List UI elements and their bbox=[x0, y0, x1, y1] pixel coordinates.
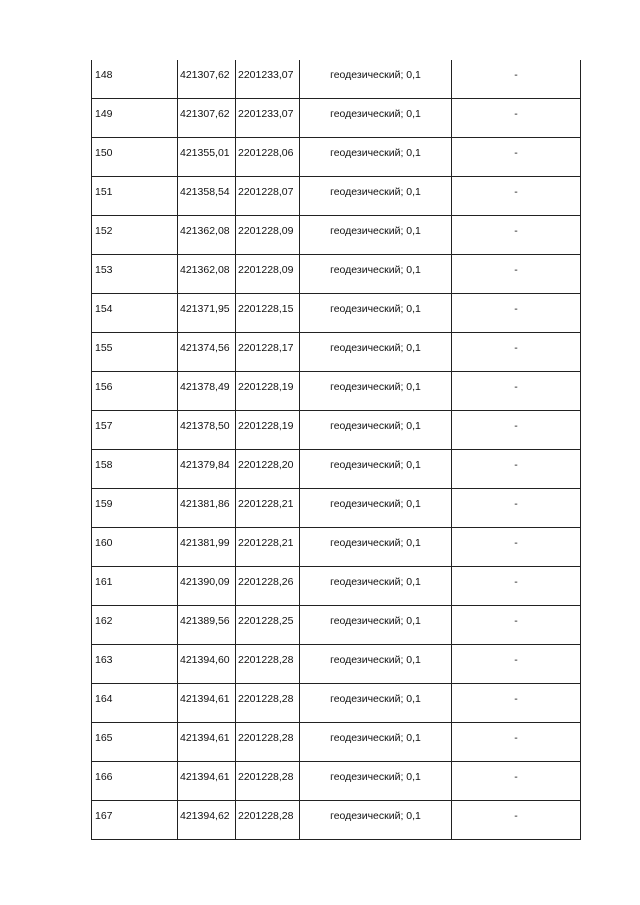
coordinate-y-cell bbox=[236, 411, 300, 450]
method-accuracy-cell bbox=[300, 801, 452, 840]
coordinate-y-cell bbox=[236, 567, 300, 606]
table-row bbox=[92, 801, 581, 840]
method-accuracy-text: геодезический; 0,1 bbox=[330, 225, 421, 237]
point-number-text: 164 bbox=[95, 693, 113, 705]
note-text: - bbox=[514, 498, 518, 510]
method-accuracy-text: геодезический; 0,1 bbox=[330, 420, 421, 432]
coordinate-y-text: 2201228,28 bbox=[238, 732, 294, 744]
point-number-cell bbox=[92, 528, 178, 567]
note-text: - bbox=[514, 69, 518, 81]
coordinate-y-cell bbox=[236, 645, 300, 684]
coordinate-y-text: 2201228,06 bbox=[238, 147, 294, 159]
coordinate-y-text: 2201228,07 bbox=[238, 186, 294, 198]
point-number-text: 163 bbox=[95, 654, 113, 666]
note-cell bbox=[452, 567, 581, 606]
coordinate-x-text: 421355,01 bbox=[180, 147, 230, 159]
point-number-cell bbox=[92, 99, 178, 138]
method-accuracy-text: геодезический; 0,1 bbox=[330, 147, 421, 159]
method-accuracy-cell bbox=[300, 606, 452, 645]
note-text: - bbox=[514, 654, 518, 666]
point-number-cell bbox=[92, 138, 178, 177]
note-cell bbox=[452, 411, 581, 450]
note-cell bbox=[452, 762, 581, 801]
note-text: - bbox=[514, 147, 518, 159]
point-number-cell bbox=[92, 801, 178, 840]
point-number-cell bbox=[92, 450, 178, 489]
point-number-cell bbox=[92, 489, 178, 528]
coordinate-x-text: 421390,09 bbox=[180, 576, 230, 588]
table-row bbox=[92, 216, 581, 255]
note-cell bbox=[452, 723, 581, 762]
method-accuracy-text: геодезический; 0,1 bbox=[330, 498, 421, 510]
method-accuracy-text: геодезический; 0,1 bbox=[330, 186, 421, 198]
method-accuracy-cell bbox=[300, 333, 452, 372]
coordinate-x-text: 421379,84 bbox=[180, 459, 230, 471]
coordinate-y-cell bbox=[236, 177, 300, 216]
point-number-text: 152 bbox=[95, 225, 113, 237]
coordinate-x-text: 421378,50 bbox=[180, 420, 230, 432]
point-number-text: 151 bbox=[95, 186, 113, 198]
coordinate-y-cell bbox=[236, 216, 300, 255]
coordinate-x-cell bbox=[178, 216, 236, 255]
coordinate-x-cell bbox=[178, 99, 236, 138]
note-cell bbox=[452, 528, 581, 567]
point-number-cell bbox=[92, 567, 178, 606]
note-cell bbox=[452, 294, 581, 333]
coordinate-x-text: 421371,95 bbox=[180, 303, 230, 315]
coordinate-x-cell bbox=[178, 723, 236, 762]
table-row bbox=[92, 333, 581, 372]
coordinate-y-text: 2201228,20 bbox=[238, 459, 294, 471]
coordinate-x-text: 421394,61 bbox=[180, 771, 230, 783]
point-number-text: 161 bbox=[95, 576, 113, 588]
point-number-text: 158 bbox=[95, 459, 113, 471]
coordinate-x-text: 421394,61 bbox=[180, 732, 230, 744]
point-number-text: 149 bbox=[95, 108, 113, 120]
point-number-text: 157 bbox=[95, 420, 113, 432]
coordinate-x-cell bbox=[178, 372, 236, 411]
method-accuracy-cell bbox=[300, 60, 452, 99]
table-row bbox=[92, 177, 581, 216]
method-accuracy-cell bbox=[300, 138, 452, 177]
coordinate-y-cell bbox=[236, 723, 300, 762]
coordinate-x-cell bbox=[178, 528, 236, 567]
point-number-cell bbox=[92, 333, 178, 372]
note-cell bbox=[452, 450, 581, 489]
point-number-cell bbox=[92, 177, 178, 216]
note-cell bbox=[452, 606, 581, 645]
coordinate-y-cell bbox=[236, 138, 300, 177]
note-text: - bbox=[514, 108, 518, 120]
coordinate-x-text: 421374,56 bbox=[180, 342, 230, 354]
coordinate-y-text: 2201233,07 bbox=[238, 108, 294, 120]
coordinate-x-text: 421394,60 bbox=[180, 654, 230, 666]
table-row bbox=[92, 606, 581, 645]
coordinate-x-text: 421389,56 bbox=[180, 615, 230, 627]
note-text: - bbox=[514, 693, 518, 705]
point-number-text: 165 bbox=[95, 732, 113, 744]
coordinate-y-cell bbox=[236, 606, 300, 645]
table-row bbox=[92, 645, 581, 684]
method-accuracy-cell bbox=[300, 255, 452, 294]
coordinate-x-text: 421394,62 bbox=[180, 810, 230, 822]
coordinate-y-cell bbox=[236, 489, 300, 528]
note-text: - bbox=[514, 537, 518, 549]
coordinate-x-text: 421381,99 bbox=[180, 537, 230, 549]
point-number-cell bbox=[92, 411, 178, 450]
coordinate-x-cell bbox=[178, 177, 236, 216]
point-number-text: 159 bbox=[95, 498, 113, 510]
coordinate-x-cell bbox=[178, 801, 236, 840]
coordinate-x-text: 421378,49 bbox=[180, 381, 230, 393]
point-number-text: 156 bbox=[95, 381, 113, 393]
method-accuracy-cell bbox=[300, 450, 452, 489]
note-text: - bbox=[514, 225, 518, 237]
table-row bbox=[92, 99, 581, 138]
method-accuracy-cell bbox=[300, 372, 452, 411]
coordinate-y-text: 2201228,25 bbox=[238, 615, 294, 627]
table-row bbox=[92, 684, 581, 723]
point-number-cell bbox=[92, 606, 178, 645]
coordinate-x-cell bbox=[178, 255, 236, 294]
point-number-cell bbox=[92, 645, 178, 684]
point-number-cell bbox=[92, 372, 178, 411]
table-row bbox=[92, 372, 581, 411]
note-text: - bbox=[514, 459, 518, 471]
table-row bbox=[92, 528, 581, 567]
coordinate-x-text: 421307,62 bbox=[180, 69, 230, 81]
table-row bbox=[92, 762, 581, 801]
method-accuracy-cell bbox=[300, 528, 452, 567]
method-accuracy-text: геодезический; 0,1 bbox=[330, 810, 421, 822]
point-number-text: 148 bbox=[95, 69, 113, 81]
coordinate-x-text: 421394,61 bbox=[180, 693, 230, 705]
method-accuracy-text: геодезический; 0,1 bbox=[330, 732, 421, 744]
method-accuracy-cell bbox=[300, 177, 452, 216]
point-number-text: 166 bbox=[95, 771, 113, 783]
point-number-cell bbox=[92, 294, 178, 333]
coordinate-y-text: 2201228,26 bbox=[238, 576, 294, 588]
method-accuracy-text: геодезический; 0,1 bbox=[330, 381, 421, 393]
method-accuracy-cell bbox=[300, 723, 452, 762]
note-cell bbox=[452, 489, 581, 528]
method-accuracy-text: геодезический; 0,1 bbox=[330, 654, 421, 666]
method-accuracy-cell bbox=[300, 684, 452, 723]
note-text: - bbox=[514, 420, 518, 432]
coordinate-x-cell bbox=[178, 411, 236, 450]
coordinate-y-text: 2201228,17 bbox=[238, 342, 294, 354]
method-accuracy-text: геодезический; 0,1 bbox=[330, 615, 421, 627]
coordinate-y-text: 2201228,21 bbox=[238, 537, 294, 549]
coordinate-y-text: 2201228,19 bbox=[238, 381, 294, 393]
point-number-cell bbox=[92, 216, 178, 255]
point-number-cell bbox=[92, 762, 178, 801]
coordinate-y-cell bbox=[236, 684, 300, 723]
point-number-text: 167 bbox=[95, 810, 113, 822]
point-number-cell bbox=[92, 684, 178, 723]
note-cell bbox=[452, 801, 581, 840]
note-cell bbox=[452, 645, 581, 684]
point-number-cell bbox=[92, 60, 178, 99]
method-accuracy-cell bbox=[300, 762, 452, 801]
coordinate-y-text: 2201228,15 bbox=[238, 303, 294, 315]
coordinate-x-text: 421381,86 bbox=[180, 498, 230, 510]
method-accuracy-text: геодезический; 0,1 bbox=[330, 108, 421, 120]
method-accuracy-text: геодезический; 0,1 bbox=[330, 69, 421, 81]
note-cell bbox=[452, 372, 581, 411]
note-cell bbox=[452, 216, 581, 255]
method-accuracy-text: геодезический; 0,1 bbox=[330, 537, 421, 549]
table-row bbox=[92, 255, 581, 294]
note-cell bbox=[452, 684, 581, 723]
coordinate-x-cell bbox=[178, 489, 236, 528]
coordinate-x-cell bbox=[178, 684, 236, 723]
coordinate-y-cell bbox=[236, 372, 300, 411]
note-text: - bbox=[514, 381, 518, 393]
table-row bbox=[92, 489, 581, 528]
method-accuracy-cell bbox=[300, 567, 452, 606]
note-cell bbox=[452, 255, 581, 294]
coordinate-y-text: 2201228,28 bbox=[238, 810, 294, 822]
point-number-text: 155 bbox=[95, 342, 113, 354]
table-row bbox=[92, 450, 581, 489]
coordinate-x-cell bbox=[178, 645, 236, 684]
coordinate-y-text: 2201228,09 bbox=[238, 264, 294, 276]
point-number-text: 150 bbox=[95, 147, 113, 159]
coordinate-y-text: 2201228,28 bbox=[238, 654, 294, 666]
table-row bbox=[92, 138, 581, 177]
coordinate-y-cell bbox=[236, 60, 300, 99]
method-accuracy-text: геодезический; 0,1 bbox=[330, 264, 421, 276]
coordinate-x-text: 421307,62 bbox=[180, 108, 230, 120]
method-accuracy-cell bbox=[300, 645, 452, 684]
method-accuracy-text: геодезический; 0,1 bbox=[330, 459, 421, 471]
note-cell bbox=[452, 138, 581, 177]
method-accuracy-text: геодезический; 0,1 bbox=[330, 693, 421, 705]
table-row bbox=[92, 411, 581, 450]
note-text: - bbox=[514, 264, 518, 276]
point-number-cell bbox=[92, 255, 178, 294]
coordinate-x-cell bbox=[178, 606, 236, 645]
method-accuracy-cell bbox=[300, 489, 452, 528]
method-accuracy-cell bbox=[300, 216, 452, 255]
coordinate-x-text: 421362,08 bbox=[180, 264, 230, 276]
coordinate-y-text: 2201228,21 bbox=[238, 498, 294, 510]
point-number-text: 162 bbox=[95, 615, 113, 627]
method-accuracy-cell bbox=[300, 294, 452, 333]
coordinate-y-text: 2201228,28 bbox=[238, 771, 294, 783]
method-accuracy-cell bbox=[300, 411, 452, 450]
coordinate-x-cell bbox=[178, 567, 236, 606]
note-text: - bbox=[514, 576, 518, 588]
coordinate-y-cell bbox=[236, 762, 300, 801]
table-body bbox=[92, 60, 581, 840]
coordinate-y-cell bbox=[236, 99, 300, 138]
note-cell bbox=[452, 99, 581, 138]
method-accuracy-text: геодезический; 0,1 bbox=[330, 576, 421, 588]
method-accuracy-text: геодезический; 0,1 bbox=[330, 342, 421, 354]
note-text: - bbox=[514, 303, 518, 315]
point-number-text: 160 bbox=[95, 537, 113, 549]
point-number-text: 153 bbox=[95, 264, 113, 276]
coordinate-y-text: 2201228,09 bbox=[238, 225, 294, 237]
table-row bbox=[92, 60, 581, 99]
coordinate-y-text: 2201233,07 bbox=[238, 69, 294, 81]
note-text: - bbox=[514, 732, 518, 744]
note-text: - bbox=[514, 186, 518, 198]
coordinate-x-cell bbox=[178, 138, 236, 177]
coordinate-x-text: 421362,08 bbox=[180, 225, 230, 237]
note-cell bbox=[452, 60, 581, 99]
table-row bbox=[92, 723, 581, 762]
coordinate-y-text: 2201228,19 bbox=[238, 420, 294, 432]
note-cell bbox=[452, 333, 581, 372]
coordinate-y-cell bbox=[236, 255, 300, 294]
method-accuracy-text: геодезический; 0,1 bbox=[330, 771, 421, 783]
coordinate-y-cell bbox=[236, 333, 300, 372]
coordinate-y-cell bbox=[236, 294, 300, 333]
note-cell bbox=[452, 177, 581, 216]
table-row bbox=[92, 294, 581, 333]
note-text: - bbox=[514, 810, 518, 822]
coordinate-y-text: 2201228,28 bbox=[238, 693, 294, 705]
coordinate-x-cell bbox=[178, 60, 236, 99]
note-text: - bbox=[514, 771, 518, 783]
coordinate-x-cell bbox=[178, 333, 236, 372]
point-number-cell bbox=[92, 723, 178, 762]
coordinate-x-text: 421358,54 bbox=[180, 186, 230, 198]
method-accuracy-cell bbox=[300, 99, 452, 138]
note-text: - bbox=[514, 615, 518, 627]
method-accuracy-text: геодезический; 0,1 bbox=[330, 303, 421, 315]
coordinate-x-cell bbox=[178, 762, 236, 801]
coordinate-x-cell bbox=[178, 294, 236, 333]
table-row bbox=[92, 567, 581, 606]
note-text: - bbox=[514, 342, 518, 354]
coordinate-x-cell bbox=[178, 450, 236, 489]
coordinate-y-cell bbox=[236, 450, 300, 489]
coordinates-table bbox=[91, 60, 581, 840]
coordinate-y-cell bbox=[236, 528, 300, 567]
coordinate-y-cell bbox=[236, 801, 300, 840]
point-number-text: 154 bbox=[95, 303, 113, 315]
